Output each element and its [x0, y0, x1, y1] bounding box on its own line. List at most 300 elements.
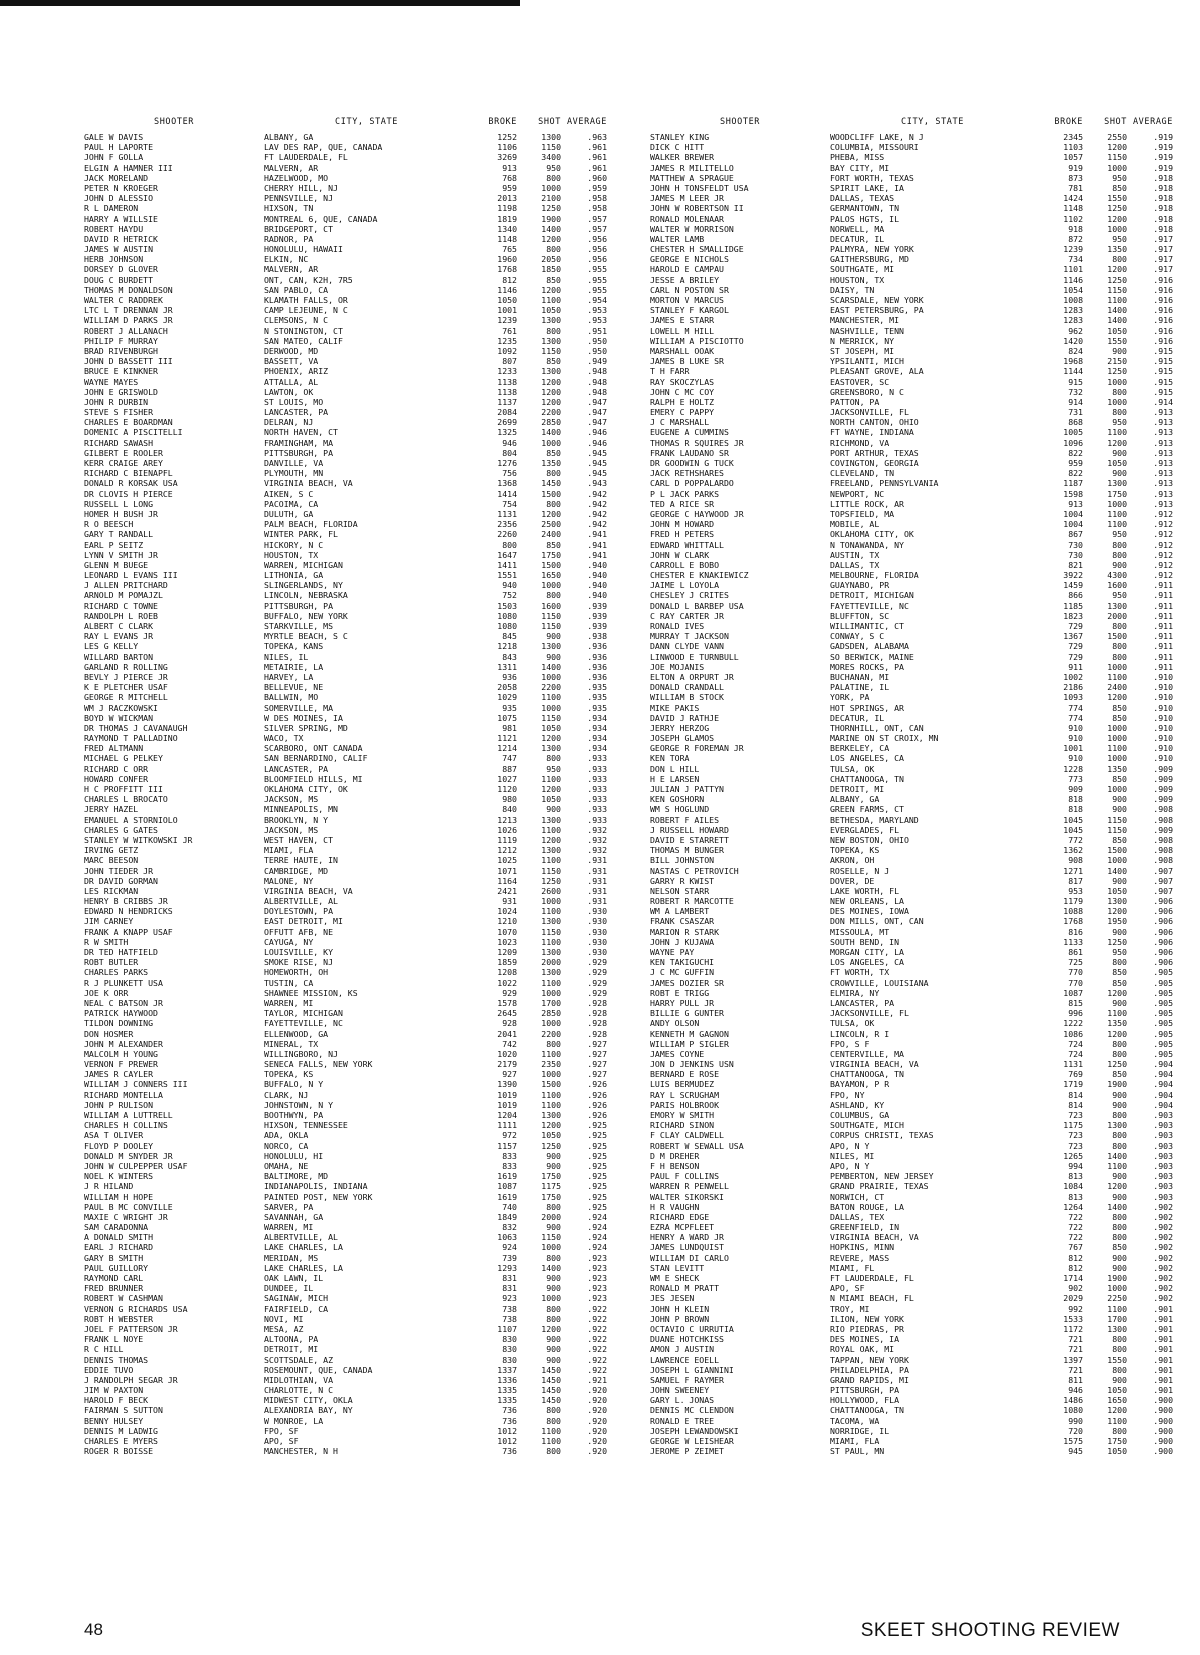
shooter-name: PAUL B MC CONVILLE	[84, 1201, 173, 1212]
shooter-name: ROBT BUTLER	[84, 957, 139, 968]
shooter-name: T H FARR	[650, 366, 690, 377]
shot-count: 1200	[541, 376, 561, 387]
table-row	[84, 1120, 607, 1130]
table-row	[650, 407, 1173, 417]
average: .940	[587, 570, 607, 581]
city-state: HOMEWORTH, OH	[264, 967, 329, 978]
shooter-name: JAMES COYNE	[650, 1048, 705, 1059]
table-row	[84, 234, 607, 244]
city-state: INDIANAPOLIS, INDIANA	[264, 1181, 368, 1192]
broke-count: 931	[502, 896, 517, 907]
shooter-name: ROBT H WEBSTER	[84, 1313, 154, 1324]
shooter-name: JIM CARNEY	[84, 916, 134, 927]
shot-count: 800	[546, 172, 561, 183]
shooter-name: R J PLUNKETT USA	[84, 977, 163, 988]
broke-count: 1486	[1063, 1395, 1083, 1406]
city-state: DALLAS, TEXAS	[830, 193, 895, 204]
shooter-name: WILLIAM A LUTTRELL	[84, 1110, 173, 1120]
table-row	[650, 458, 1173, 468]
average: .903	[1153, 1160, 1173, 1171]
shot-count: 900	[546, 1354, 561, 1365]
shooter-name: JESSE A BRILEY	[650, 274, 720, 285]
broke-count: 813	[1068, 1171, 1083, 1182]
broke-count: 729	[1068, 641, 1083, 652]
shot-count: 1100	[541, 906, 561, 917]
average: .929	[587, 977, 607, 988]
shooter-name: P L JACK PARKS	[650, 488, 720, 499]
table-row	[84, 1161, 607, 1171]
city-state: PAINTED POST, NEW YORK	[264, 1191, 373, 1202]
average: .902	[1153, 1283, 1173, 1294]
average: .911	[1153, 631, 1173, 642]
shooter-name: VERNON F PREWER	[84, 1059, 158, 1070]
table-row	[650, 1018, 1173, 1028]
shooter-name: GEORGE C HAYWOOD JR	[650, 508, 744, 519]
city-state: ALBERTVILLE, AL	[264, 896, 338, 907]
city-state: TROY, MI	[830, 1303, 870, 1314]
broke-count: 1012	[497, 1436, 517, 1446]
shooter-name: ROBERT HAYDU	[84, 223, 144, 234]
city-state: CHATTANOOGA, TN	[830, 1405, 904, 1416]
broke-count: 731	[1068, 407, 1083, 418]
broke-count: 765	[502, 244, 517, 255]
shot-count: 1900	[1107, 1273, 1127, 1283]
table-row	[650, 1130, 1173, 1140]
shot-count: 850	[1112, 712, 1127, 723]
broke-count: 1264	[1063, 1201, 1083, 1212]
city-state: GRAND PRAIRIE, TEXAS	[830, 1181, 929, 1192]
city-state: PITTSBURGH, PA	[264, 600, 334, 611]
header-city-state: CITY, STATE	[335, 117, 398, 127]
city-state: LANCASTER, PA	[264, 763, 329, 774]
table-row	[84, 1334, 607, 1344]
table-row	[84, 1242, 607, 1252]
broke-count: 1146	[1063, 274, 1083, 285]
shot-count: 900	[546, 804, 561, 815]
broke-count: 730	[1068, 549, 1083, 560]
broke-count: 1133	[1063, 936, 1083, 947]
table-row	[84, 203, 607, 213]
broke-count: 1414	[497, 488, 517, 499]
shot-count: 900	[546, 1344, 561, 1355]
broke-count: 1001	[1063, 743, 1083, 754]
broke-count: 1019	[497, 1089, 517, 1100]
city-state: TULSA, OK	[830, 763, 875, 774]
broke-count: 1265	[1063, 1150, 1083, 1161]
city-state: APO, SF	[830, 1283, 865, 1294]
table-row	[84, 489, 607, 499]
city-state: CLEMSONS, N C	[264, 315, 329, 326]
shooter-name: BEVLY J PIERCE JR	[84, 671, 168, 682]
average: .927	[587, 1069, 607, 1080]
header-average: AVERAGE	[566, 117, 607, 127]
shot-count: 1300	[541, 743, 561, 754]
average: .912	[1153, 559, 1173, 570]
shooter-name: HOMER H BUSH JR	[84, 508, 158, 519]
broke-count: 911	[1068, 661, 1083, 672]
city-state: FRAMINGHAM, MA	[264, 437, 334, 448]
broke-count: 953	[1068, 885, 1083, 896]
city-state: BAY CITY, MI	[830, 162, 890, 173]
shot-count: 950	[1112, 947, 1127, 957]
average: .903	[1153, 1171, 1173, 1182]
shot-count: 800	[546, 590, 561, 601]
broke-count: 1164	[497, 875, 517, 886]
city-state: CHERRY HILL, NJ	[264, 182, 338, 193]
city-state: MELBOURNE, FLORIDA	[830, 570, 919, 581]
table-row	[650, 1314, 1173, 1324]
shot-count: 800	[546, 1313, 561, 1324]
broke-count: 1271	[1063, 865, 1083, 876]
shooter-name: BRAD RIVENBURGH	[84, 345, 158, 356]
shooter-name: RONALD M PRATT	[650, 1283, 720, 1294]
table-row	[650, 397, 1173, 407]
average: .949	[587, 356, 607, 367]
table-row	[84, 692, 607, 702]
average: .947	[587, 407, 607, 418]
shooter-name: SAM CARADONNA	[84, 1222, 149, 1233]
average: .912	[1153, 519, 1173, 530]
city-state: AIKEN, S C	[264, 488, 314, 499]
average: .915	[1153, 376, 1173, 387]
shooter-name: R W SMITH	[84, 936, 129, 947]
city-state: ILION, NEW YORK	[830, 1313, 904, 1324]
city-state: VIRGINIA BEACH, VA	[264, 885, 353, 896]
city-state: HOT SPRINGS, AR	[830, 702, 904, 713]
shooter-name: MICHAEL G PELKEY	[84, 753, 163, 764]
city-state: TOPSFIELD, MA	[830, 508, 895, 519]
city-state: VIRGINIA BEACH, VA	[830, 1059, 919, 1070]
average: .923	[587, 1293, 607, 1304]
shooter-name: JON D JENKINS USN	[650, 1059, 734, 1070]
table-row	[84, 1395, 607, 1405]
shot-count: 1100	[541, 1048, 561, 1059]
broke-count: 1575	[1063, 1436, 1083, 1446]
table-row	[650, 815, 1173, 825]
broke-count: 1096	[1063, 437, 1083, 448]
broke-count: 972	[502, 1130, 517, 1141]
shooter-name: WILLIAM J CONNERS III	[84, 1079, 188, 1090]
average: .915	[1153, 356, 1173, 367]
broke-count: 732	[1068, 386, 1083, 397]
table-row	[84, 315, 607, 325]
average: .907	[1153, 885, 1173, 896]
table-row	[84, 1436, 607, 1446]
shooter-name: NEAL C BATSON JR	[84, 997, 163, 1008]
broke-count: 1071	[497, 865, 517, 876]
broke-count: 1311	[497, 661, 517, 672]
table-row	[84, 927, 607, 937]
shot-count: 1000	[1107, 223, 1127, 234]
table-row	[84, 1304, 607, 1314]
shot-count: 1150	[1107, 824, 1127, 835]
broke-count: 1533	[1063, 1313, 1083, 1324]
broke-count: 992	[1068, 1303, 1083, 1314]
average: .923	[587, 1283, 607, 1294]
city-state: BLUFFTON, SC	[830, 610, 890, 621]
average: .940	[587, 559, 607, 570]
shot-count: 800	[546, 753, 561, 764]
shot-count: 1100	[541, 1436, 561, 1446]
shot-count: 1400	[1107, 1150, 1127, 1161]
broke-count: 824	[1068, 345, 1083, 356]
shooter-name: RICHARD C TOWNE	[84, 600, 158, 611]
broke-count: 721	[1068, 1334, 1083, 1345]
broke-count: 724	[1068, 1048, 1083, 1059]
average: .902	[1153, 1232, 1173, 1243]
city-state: DERWOOD, MD	[264, 345, 319, 356]
shot-count: 1600	[541, 600, 561, 611]
broke-count: 770	[1068, 977, 1083, 988]
shooter-name: LES G KELLY	[84, 641, 139, 652]
average: .901	[1153, 1385, 1173, 1396]
table-row	[650, 1039, 1173, 1049]
shot-count: 900	[546, 1283, 561, 1294]
shooter-name: GEORGE W LEISHEAR	[650, 1436, 734, 1446]
shot-count: 1100	[541, 295, 561, 305]
city-state: LINCOLN, R I	[830, 1028, 890, 1039]
city-state: JACKSON, MS	[264, 824, 319, 835]
shooter-name: FRANK A KNAPP USAF	[84, 926, 173, 937]
table-row	[84, 896, 607, 906]
average: .923	[587, 1273, 607, 1283]
table-row	[84, 499, 607, 509]
shooter-name: GEORGE R FOREMAN JR	[650, 743, 744, 754]
city-state: OFFUTT AFB, NE	[264, 926, 334, 937]
city-state: NEW BOSTON, OHIO	[830, 834, 909, 845]
city-state: TACOMA, WA	[830, 1415, 880, 1426]
average: .933	[587, 773, 607, 784]
average: .913	[1153, 447, 1173, 458]
average: .919	[1153, 162, 1173, 173]
broke-count: 913	[502, 162, 517, 173]
shooter-name: KERR CRAIGE AREY	[84, 458, 163, 468]
table-row	[84, 448, 607, 458]
table-row	[650, 1090, 1173, 1100]
shot-count: 900	[1112, 875, 1127, 886]
city-state: DECATUR, IL	[830, 233, 885, 244]
average: .953	[587, 315, 607, 326]
table-row	[650, 1375, 1173, 1385]
shot-count: 1450	[541, 1395, 561, 1406]
shooter-name: EUGENE A CUMMINS	[650, 427, 729, 438]
table-row	[84, 1212, 607, 1222]
shot-count: 1000	[1107, 855, 1127, 866]
page-number: 48	[84, 1620, 103, 1639]
broke-count: 1138	[497, 376, 517, 387]
shot-count: 1200	[1107, 692, 1127, 703]
shot-count: 1300	[541, 967, 561, 978]
shooter-name: STANLEY W WITKOWSKI JR	[84, 834, 193, 845]
shot-count: 2550	[1107, 132, 1127, 142]
table-row	[650, 1079, 1173, 1089]
city-state: SAN PABLO, CA	[264, 284, 329, 295]
table-row	[650, 845, 1173, 855]
average: .912	[1153, 529, 1173, 540]
broke-count: 1054	[1063, 284, 1083, 295]
shooter-name: VERNON G RICHARDS USA	[84, 1303, 188, 1314]
shot-count: 900	[1112, 1191, 1127, 1202]
shot-count: 1650	[541, 570, 561, 581]
average: .908	[1153, 855, 1173, 866]
shooter-name: MAXIE C WRIGHT JR	[84, 1211, 168, 1222]
broke-count: 2421	[497, 885, 517, 896]
table-row	[650, 1283, 1173, 1293]
table-row	[84, 1079, 607, 1089]
shot-count: 1200	[1107, 1028, 1127, 1039]
average: .905	[1153, 987, 1173, 998]
table-row	[84, 1293, 607, 1303]
shooter-name: LYNN V SMITH JR	[84, 549, 158, 560]
table-row	[650, 377, 1173, 387]
average: .911	[1153, 580, 1173, 591]
shooter-name: DR GOODWIN G TUCK	[650, 458, 734, 468]
average: .936	[587, 661, 607, 672]
table-row	[650, 244, 1173, 254]
shooter-name: DON L HILL	[650, 763, 700, 774]
broke-count: 868	[1068, 417, 1083, 428]
average: .909	[1153, 773, 1173, 784]
broke-count: 873	[1068, 172, 1083, 183]
table-row	[84, 570, 607, 580]
shooter-name: WILLIAM D PARKS JR	[84, 315, 173, 326]
shot-count: 900	[546, 1222, 561, 1233]
broke-count: 833	[502, 1150, 517, 1161]
shot-count: 1500	[541, 559, 561, 570]
shooter-name: DONALD CRANDALL	[650, 682, 724, 693]
average: .951	[587, 325, 607, 336]
broke-count: 1027	[497, 773, 517, 784]
average: .902	[1153, 1211, 1173, 1222]
city-state: MINNEAPOLIS, MN	[264, 804, 338, 815]
table-row	[84, 366, 607, 376]
average: .911	[1153, 661, 1173, 672]
city-state: KLAMATH FALLS, OR	[264, 295, 348, 305]
shooter-name: EMERY C PAPPY	[650, 407, 715, 418]
table-row	[84, 1355, 607, 1365]
shooter-name: WILLIAM P SIGLER	[650, 1038, 729, 1049]
average: .945	[587, 468, 607, 479]
shot-count: 1500	[1107, 845, 1127, 856]
shooter-name: RICHARD EDGE	[650, 1211, 710, 1222]
shooter-name: PHILIP F MURRAY	[84, 335, 158, 346]
broke-count: 1960	[497, 254, 517, 265]
average: .910	[1153, 743, 1173, 754]
broke-count: 1120	[497, 784, 517, 794]
shooter-name: LEONARD L EVANS III	[84, 570, 178, 581]
shooter-name: CARL N POSTON SR	[650, 284, 729, 295]
table-row	[84, 326, 607, 336]
shooter-name: HAROLD F BECK	[84, 1395, 149, 1406]
average: .906	[1153, 906, 1173, 917]
table-row	[84, 652, 607, 662]
broke-count: 2186	[1063, 682, 1083, 693]
shot-count: 1100	[541, 1425, 561, 1436]
average: .924	[587, 1222, 607, 1233]
table-row	[84, 621, 607, 631]
city-state: HONOLULU, HI	[264, 1150, 324, 1161]
shot-count: 2050	[541, 254, 561, 265]
city-state: MOBILE, AL	[830, 519, 880, 530]
average: .953	[587, 305, 607, 316]
shot-count: 800	[1112, 386, 1127, 397]
city-state: DECATUR, IL	[830, 712, 885, 723]
broke-count: 723	[1068, 1110, 1083, 1120]
average: .920	[587, 1425, 607, 1436]
broke-count: 1209	[497, 947, 517, 957]
average: .924	[587, 1211, 607, 1222]
broke-count: 1045	[1063, 814, 1083, 825]
table-row	[650, 1242, 1173, 1252]
broke-count: 1075	[497, 712, 517, 723]
table-row	[650, 499, 1173, 509]
city-state: N MIAMI BEACH, FL	[830, 1293, 914, 1304]
table-row	[84, 193, 607, 203]
city-state: COLUMBUS, GA	[830, 1110, 890, 1120]
city-state: LAKE CHARLES, LA	[264, 1262, 343, 1273]
table-row	[650, 957, 1173, 967]
broke-count: 1252	[497, 132, 517, 142]
table-row	[84, 478, 607, 488]
shooter-name: DR DAVID GORMAN	[84, 875, 158, 886]
city-state: CAYUGA, NY	[264, 936, 314, 947]
shot-count: 950	[1112, 417, 1127, 428]
shooter-name: PAUL H LAPORTE	[84, 142, 154, 153]
shooter-name: JOHN SWEENEY	[650, 1385, 710, 1396]
average: .903	[1153, 1191, 1173, 1202]
city-state: LAWTON, OK	[264, 386, 314, 397]
table-row	[84, 1344, 607, 1354]
shooter-name: JOHN W CULPEPPER USAF	[84, 1160, 188, 1171]
table-row	[84, 1273, 607, 1283]
shooter-name: RAY SKOCZYLAS	[650, 376, 715, 387]
table-row	[84, 733, 607, 743]
average: .931	[587, 885, 607, 896]
average: .918	[1153, 172, 1173, 183]
city-state: EVERGLADES, FL	[830, 824, 900, 835]
shooter-name: FRED H PETERS	[650, 529, 715, 540]
broke-count: 1204	[497, 1110, 517, 1120]
shot-count: 1300	[541, 1110, 561, 1120]
table-row	[650, 753, 1173, 763]
average: .901	[1153, 1354, 1173, 1365]
table-row	[84, 214, 607, 224]
shooter-name: ROBT E TRIGG	[650, 987, 710, 998]
city-state: PATTON, PA	[830, 396, 880, 407]
city-state: TOPEKA, KS	[264, 1069, 314, 1080]
shot-count: 1000	[541, 987, 561, 998]
average: .918	[1153, 203, 1173, 214]
city-state: ALEXANDRIA BAY, NY	[264, 1405, 353, 1416]
city-state: GREENFIELD, IN	[830, 1222, 900, 1233]
shot-count: 1400	[1107, 1201, 1127, 1212]
shot-count: 900	[546, 1273, 561, 1283]
shot-count: 850	[1112, 834, 1127, 845]
shooter-name: RUSSELL L LONG	[84, 498, 154, 509]
average: .910	[1153, 682, 1173, 693]
shot-count: 1150	[541, 142, 561, 153]
average: .956	[587, 233, 607, 244]
average: .919	[1153, 152, 1173, 163]
shot-count: 1250	[541, 875, 561, 886]
table-row	[650, 621, 1173, 631]
table-row	[650, 1355, 1173, 1365]
shooter-name: RAY L SCRUGHAM	[650, 1089, 720, 1100]
shot-count: 1050	[541, 1130, 561, 1141]
shot-count: 900	[546, 651, 561, 662]
shot-count: 1150	[541, 610, 561, 621]
shooter-name: JAMES M LEER JR	[650, 193, 724, 204]
